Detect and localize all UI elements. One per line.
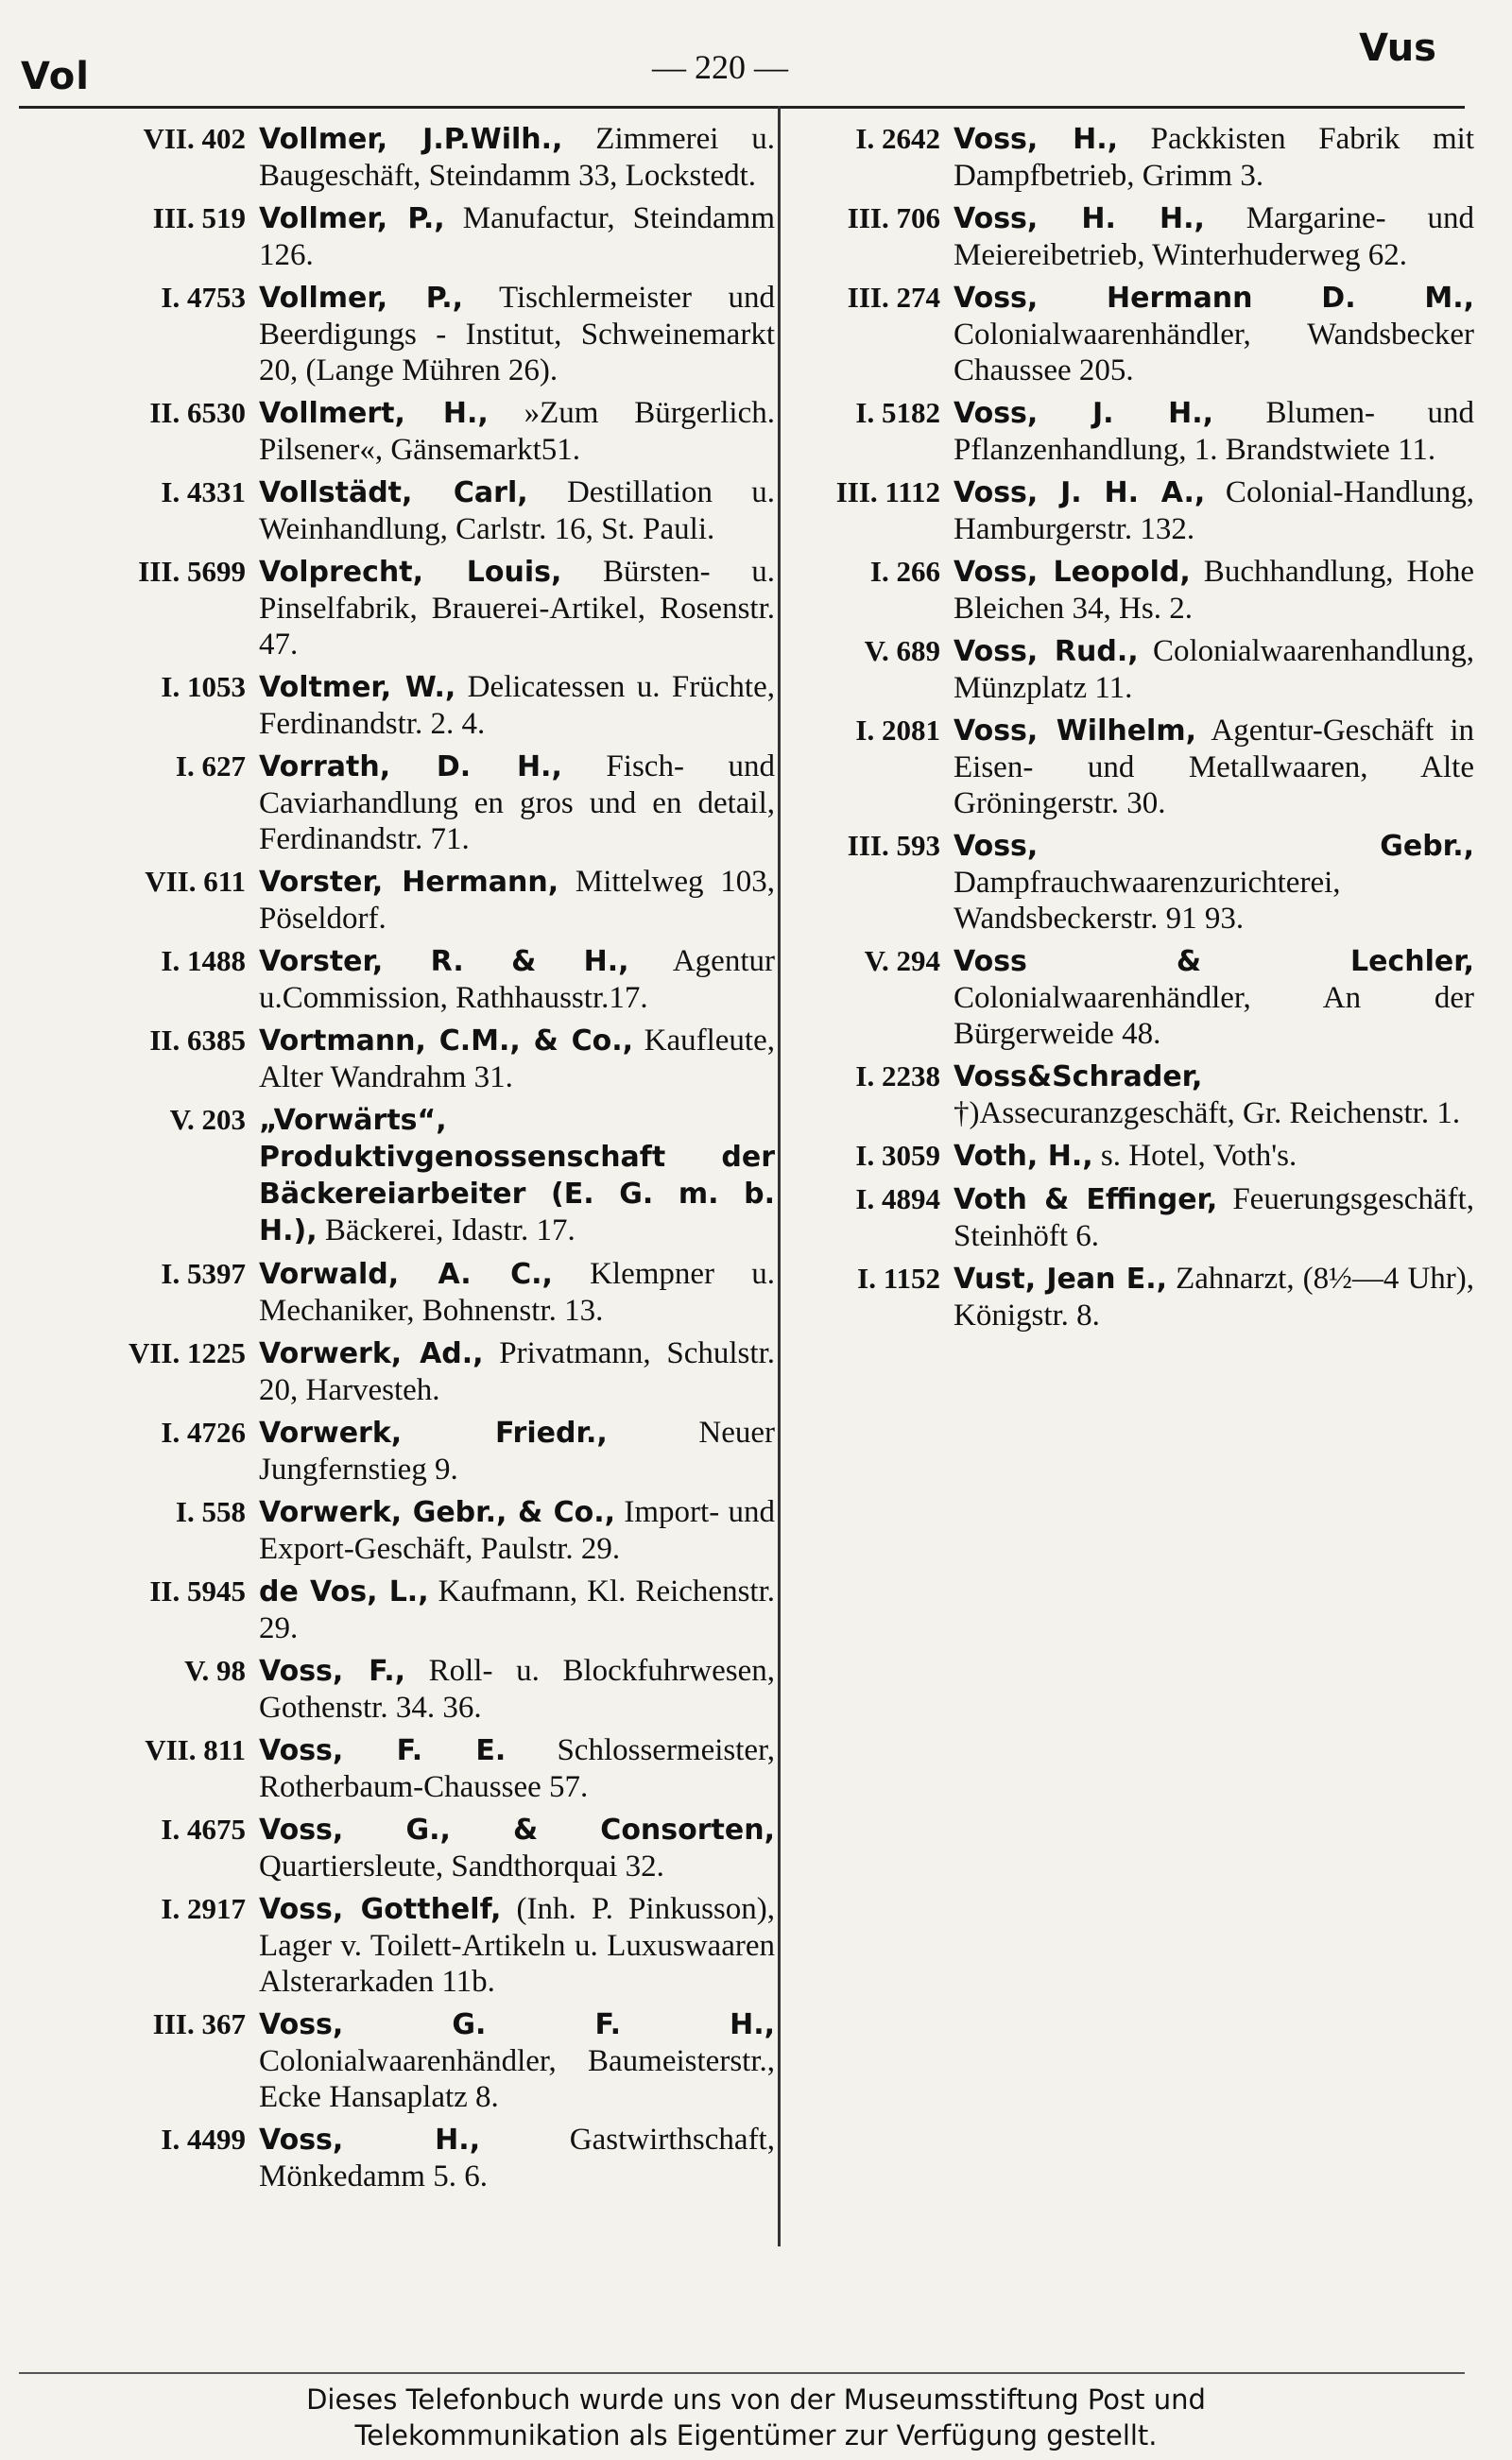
entry-text bbox=[259, 200, 775, 273]
phone-number: I. 5182 bbox=[855, 396, 940, 429]
directory-entry bbox=[28, 395, 775, 468]
phone-number: III. 5699 bbox=[138, 555, 246, 588]
entry-text bbox=[259, 395, 775, 468]
phone-number: V. 294 bbox=[864, 944, 940, 977]
subscriber-details: Neuer Jungfernstieg 9. bbox=[259, 1416, 775, 1487]
directory-entry bbox=[784, 1138, 1474, 1175]
subscriber-name: Vorwerk, Ad., bbox=[259, 1337, 484, 1370]
entry-text bbox=[954, 713, 1474, 821]
entry-text bbox=[954, 1181, 1474, 1254]
subscriber-details: Colonialwaarenhandlung, Münzplatz 11. bbox=[954, 634, 1474, 705]
footer-note bbox=[0, 2382, 1512, 2453]
phone-number: I. 2917 bbox=[161, 1892, 246, 1925]
phone-number: I. 627 bbox=[175, 749, 246, 783]
entry-text bbox=[259, 943, 775, 1016]
subscriber-name: Voth, H., bbox=[954, 1140, 1093, 1173]
directory-entry bbox=[28, 2006, 775, 2115]
phone-number: I. 558 bbox=[175, 1495, 246, 1528]
entry-text bbox=[954, 395, 1474, 468]
entry-text bbox=[954, 1138, 1474, 1175]
subscriber-name: „Vorwärts“, Produktivgenossenschaft der Bäckereiarbeiter (E. G. m. b. H.), bbox=[259, 1104, 775, 1247]
directory-entry bbox=[28, 669, 775, 742]
subscriber-details: Klempner u. Mechaniker, Bohnenstr. 13. bbox=[259, 1257, 776, 1328]
phone-number: III. 1112 bbox=[835, 475, 940, 508]
phone-number: V. 203 bbox=[169, 1103, 246, 1136]
entry-text bbox=[954, 474, 1474, 547]
subscriber-details: Dampfrauchwaarenzurichterei, Wandsbeckerstr. 91 93. bbox=[954, 866, 1341, 936]
subscriber-details: Tischlermeister und Beerdigungs - Institut, Schweinemarkt 20, (Lange Mühren 26). bbox=[259, 281, 775, 387]
phone-number: II. 5945 bbox=[149, 1574, 246, 1608]
subscriber-name: Voss, Hermann D. M., bbox=[954, 282, 1474, 315]
entry-text bbox=[259, 1574, 775, 1646]
subscriber-name: Voltmer, W., bbox=[259, 671, 456, 704]
subscriber-details: Margarine- und Meiereibetrieb, Winterhuderweg 62. bbox=[954, 201, 1475, 272]
directory-entry bbox=[28, 554, 775, 662]
entry-text bbox=[954, 943, 1474, 1052]
directory-entry bbox=[28, 1574, 775, 1646]
phone-number: I. 4753 bbox=[161, 281, 246, 314]
subscriber-name: Vorwerk, Gebr., & Co., bbox=[259, 1496, 616, 1529]
subscriber-name: Voss, G., & Consorten, bbox=[259, 1814, 775, 1847]
subscriber-name: Voss, Rud., bbox=[954, 635, 1139, 668]
subscriber-details: Fisch- und Caviarhandlung en gros und en detail, Ferdinandstr. 71. bbox=[259, 749, 775, 856]
subscriber-details: Agentur-Geschäft in Eisen- und Metallwaaren, Alte Gröningerstr. 30. bbox=[954, 714, 1474, 820]
directory-entry bbox=[784, 200, 1474, 273]
subscriber-name: Volprecht, Louis, bbox=[259, 556, 562, 589]
entry-text bbox=[954, 633, 1474, 706]
phone-number: I. 2081 bbox=[855, 714, 940, 747]
subscriber-name: Voss, G. F. H., bbox=[259, 2008, 775, 2041]
subscriber-name: Voss, J. H., bbox=[954, 397, 1214, 430]
subscriber-details: Quartiersleute, Sandthorquai 32. bbox=[259, 1849, 664, 1884]
left-column bbox=[28, 121, 775, 2201]
subscriber-name: Vorrath, D. H., bbox=[259, 750, 562, 783]
subscriber-details: Gastwirthschaft, Mönkedamm 5. 6. bbox=[259, 2123, 775, 2193]
phone-number: I. 1053 bbox=[161, 670, 246, 703]
subscriber-name: Voss & Lechler, bbox=[954, 945, 1474, 978]
directory-entry bbox=[28, 1494, 775, 1567]
subscriber-name: de Vos, L., bbox=[259, 1575, 429, 1608]
entry-text bbox=[259, 669, 775, 742]
subscriber-details: Destillation u. Weinhandlung, Carlstr. 16, St. Pauli. bbox=[259, 475, 775, 546]
directory-entry bbox=[28, 1256, 775, 1329]
directory-entry bbox=[28, 1732, 775, 1805]
directory-entry bbox=[28, 1653, 775, 1726]
subscriber-name: Voss, Gotthelf, bbox=[259, 1893, 502, 1926]
directory-entry bbox=[28, 748, 775, 857]
phone-number: VII. 402 bbox=[143, 122, 246, 155]
subscriber-details: Manufactur, Steindamm 126. bbox=[259, 201, 776, 272]
phone-number: I. 5397 bbox=[161, 1257, 246, 1290]
entry-text bbox=[259, 1102, 775, 1249]
subscriber-name: Vollmer, P., bbox=[259, 202, 445, 235]
phone-number: I. 2642 bbox=[855, 122, 940, 155]
entry-text bbox=[259, 1415, 775, 1488]
directory-entry bbox=[784, 713, 1474, 821]
entry-text bbox=[259, 1812, 775, 1884]
entry-text bbox=[954, 1261, 1474, 1333]
column-divider bbox=[778, 106, 781, 2246]
entry-text bbox=[259, 1335, 775, 1408]
directory-entry bbox=[784, 1181, 1474, 1254]
subscriber-details: Colonial-Handlung, Hamburgerstr. 132. bbox=[954, 475, 1474, 546]
subscriber-details: Feuerungsgeschäft, Steinhöft 6. bbox=[954, 1182, 1474, 1253]
entry-text bbox=[259, 1494, 775, 1567]
directory-entry bbox=[784, 554, 1474, 627]
directory-entry bbox=[28, 1102, 775, 1249]
subscriber-name: Vollmer, J.P.Wilh., bbox=[259, 123, 563, 156]
subscriber-details: Packkisten Fabrik mit Dampfbetrieb, Grimm 3. bbox=[954, 122, 1474, 193]
phone-number: I. 3059 bbox=[855, 1139, 940, 1172]
phone-number: I. 4331 bbox=[161, 475, 246, 508]
phone-number: I. 1152 bbox=[857, 1262, 940, 1295]
phone-number: II. 6530 bbox=[149, 396, 246, 429]
subscriber-name: Voss, Gebr., bbox=[954, 830, 1474, 863]
entry-text bbox=[259, 864, 775, 937]
directory-entry bbox=[784, 474, 1474, 547]
subscriber-name: Voss, F. E. bbox=[259, 1734, 507, 1767]
header-right-keyword: Vus bbox=[1359, 26, 1436, 70]
directory-entry bbox=[28, 943, 775, 1016]
page-header bbox=[0, 0, 1512, 98]
subscriber-details: Kaufmann, Kl. Reichenstr. 29. bbox=[259, 1574, 775, 1645]
footer-rule bbox=[19, 2372, 1465, 2374]
directory-entry bbox=[784, 395, 1474, 468]
header-left-keyword: Vol bbox=[21, 55, 90, 98]
phone-number: V. 98 bbox=[184, 1654, 246, 1687]
directory-entry bbox=[28, 864, 775, 937]
phone-number: I. 266 bbox=[869, 555, 940, 588]
subscriber-details: Colonialwaarenhändler, An der Bürgerweide 48. bbox=[954, 981, 1474, 1051]
subscriber-details: »Zum Bürgerlich. Pilsener«, Gänsemarkt51. bbox=[259, 396, 775, 467]
subscriber-name: Voss, H., bbox=[259, 2124, 481, 2157]
phone-number: I. 2238 bbox=[855, 1059, 940, 1092]
directory-entry bbox=[784, 1058, 1474, 1131]
directory-entry bbox=[28, 121, 775, 194]
subscriber-details: Mittelweg 103, Pöseldorf. bbox=[259, 865, 775, 936]
subscriber-details: Zimmerei u. Baugeschäft, Steindamm 33, Lockstedt. bbox=[259, 122, 775, 193]
entry-text bbox=[259, 2122, 775, 2194]
directory-entry bbox=[784, 280, 1474, 388]
phone-number: III. 367 bbox=[152, 2007, 246, 2040]
subscriber-name: Vorwald, A. C., bbox=[259, 1258, 553, 1291]
subscriber-details: Delicatessen u. Früchte, Ferdinandstr. 2. 4. bbox=[259, 670, 775, 741]
phone-number: I. 4894 bbox=[855, 1182, 940, 1215]
directory-entry bbox=[784, 943, 1474, 1052]
subscriber-details: Bäckerei, Idastr. 17. bbox=[317, 1213, 576, 1247]
subscriber-details: Schlossermeister, Rotherbaum-Chaussee 57. bbox=[259, 1733, 775, 1804]
directory-entry bbox=[28, 1335, 775, 1408]
subscriber-details: s. Hotel, Voth's. bbox=[1092, 1139, 1297, 1173]
entry-text bbox=[259, 280, 775, 388]
subscriber-details: Bürsten- u. Pinselfabrik, Brauerei-Artikel, Rosenstr. 47. bbox=[259, 555, 775, 662]
subscriber-name: Voss, J. H. A., bbox=[954, 476, 1206, 509]
phone-number: III. 274 bbox=[847, 281, 940, 314]
directory-entry bbox=[28, 1415, 775, 1488]
subscriber-details: Blumen- und Pflanzenhandlung, 1. Brandstwiete 11. bbox=[954, 396, 1474, 467]
subscriber-name: Vorster, R. & H., bbox=[259, 945, 629, 978]
entry-text bbox=[259, 2006, 775, 2115]
phone-number: III. 706 bbox=[847, 201, 940, 234]
entry-text bbox=[259, 1653, 775, 1726]
subscriber-details: Import- und Export-Geschäft, Paulstr. 29. bbox=[259, 1495, 775, 1566]
subscriber-details: †)Assecuranzgeschäft, Gr. Reichenstr. 1. bbox=[954, 1096, 1461, 1130]
subscriber-name: Voss&Schrader, bbox=[954, 1060, 1203, 1093]
entry-text bbox=[259, 121, 775, 194]
phone-number: I. 4675 bbox=[161, 1813, 246, 1846]
directory-entry bbox=[28, 2122, 775, 2194]
phone-number: III. 593 bbox=[847, 829, 940, 862]
entry-text bbox=[259, 1023, 775, 1095]
phone-number: III. 519 bbox=[152, 201, 246, 234]
phone-number: V. 689 bbox=[864, 634, 940, 667]
directory-entry bbox=[784, 121, 1474, 194]
subscriber-name: Vollmert, H., bbox=[259, 397, 489, 430]
directory-entry bbox=[28, 200, 775, 273]
subscriber-details: Agentur u.Commission, Rathhausstr.17. bbox=[259, 944, 775, 1015]
directory-entry bbox=[28, 474, 775, 547]
subscriber-details: Privatmann, Schulstr. 20, Harvesteh. bbox=[259, 1336, 775, 1407]
phone-number: VII. 611 bbox=[145, 865, 246, 898]
subscriber-details: Colonialwaarenhändler, Baumeisterstr., Ecke Hansaplatz 8. bbox=[259, 2044, 775, 2114]
footer-line-1: Dieses Telefonbuch wurde uns von der Museumsstiftung Post und bbox=[306, 2383, 1206, 2416]
entry-text bbox=[259, 1891, 775, 2000]
entry-text bbox=[954, 1058, 1474, 1131]
entry-text bbox=[954, 200, 1474, 273]
subscriber-details: Kaufleute, Alter Wandrahm 31. bbox=[259, 1024, 775, 1094]
header-rule bbox=[19, 106, 1465, 109]
phone-number: VII. 811 bbox=[145, 1733, 246, 1766]
subscriber-name: Voss, F., bbox=[259, 1655, 405, 1688]
right-column bbox=[784, 121, 1474, 1340]
entry-text bbox=[259, 748, 775, 857]
entry-text bbox=[954, 828, 1474, 937]
subscriber-name: Voss, H. H., bbox=[954, 202, 1205, 235]
entry-text bbox=[259, 1256, 775, 1329]
phone-number: II. 6385 bbox=[149, 1024, 246, 1057]
page-number: — 220 — bbox=[652, 48, 788, 86]
directory-entry bbox=[28, 280, 775, 388]
subscriber-details: Colonialwaarenhändler, Wandsbecker Chaussee 205. bbox=[954, 318, 1474, 387]
entry-text bbox=[259, 474, 775, 547]
phone-number: I. 1488 bbox=[161, 944, 246, 977]
subscriber-name: Voth & Effinger, bbox=[954, 1183, 1218, 1216]
subscriber-details: Zahnarzt, (8½—4 Uhr), Königstr. 8. bbox=[954, 1262, 1474, 1333]
subscriber-details: Roll- u. Blockfuhrwesen, Gothenstr. 34. 36. bbox=[259, 1654, 775, 1725]
entry-text bbox=[954, 554, 1474, 627]
phone-number: VII. 1225 bbox=[128, 1336, 246, 1369]
subscriber-details: (Inh. P. Pinkusson), Lager v. Toilett-Artikeln u. Luxuswaaren Alsterarkaden 11b. bbox=[259, 1892, 775, 1999]
entry-text bbox=[954, 121, 1474, 194]
directory-entry bbox=[784, 1261, 1474, 1333]
subscriber-name: Voss, Wilhelm, bbox=[954, 714, 1196, 748]
subscriber-name: Vortmann, C.M., & Co., bbox=[259, 1024, 634, 1058]
subscriber-name: Voss, H., bbox=[954, 123, 1119, 156]
entry-text bbox=[259, 554, 775, 662]
entry-text bbox=[954, 280, 1474, 388]
subscriber-name: Vollmer, P., bbox=[259, 282, 464, 315]
entry-text bbox=[259, 1732, 775, 1805]
subscriber-name: Vorster, Hermann, bbox=[259, 866, 559, 899]
directory-entry bbox=[28, 1891, 775, 2000]
subscriber-name: Voss, Leopold, bbox=[954, 556, 1191, 589]
phone-number: I. 4726 bbox=[161, 1416, 246, 1449]
directory-entry bbox=[28, 1812, 775, 1884]
directory-entry bbox=[784, 633, 1474, 706]
footer-line-2: Telekommunikation als Eigentümer zur Verfügung gestellt. bbox=[354, 2419, 1158, 2451]
phone-number: I. 4499 bbox=[161, 2123, 246, 2156]
subscriber-name: Vust, Jean E., bbox=[954, 1263, 1168, 1296]
directory-entry bbox=[784, 828, 1474, 937]
subscriber-details: Buchhandlung, Hohe Bleichen 34, Hs. 2. bbox=[954, 555, 1475, 626]
subscriber-name: Vollstädt, Carl, bbox=[259, 476, 528, 509]
directory-entry bbox=[28, 1023, 775, 1095]
subscriber-name: Vorwerk, Friedr., bbox=[259, 1417, 608, 1450]
